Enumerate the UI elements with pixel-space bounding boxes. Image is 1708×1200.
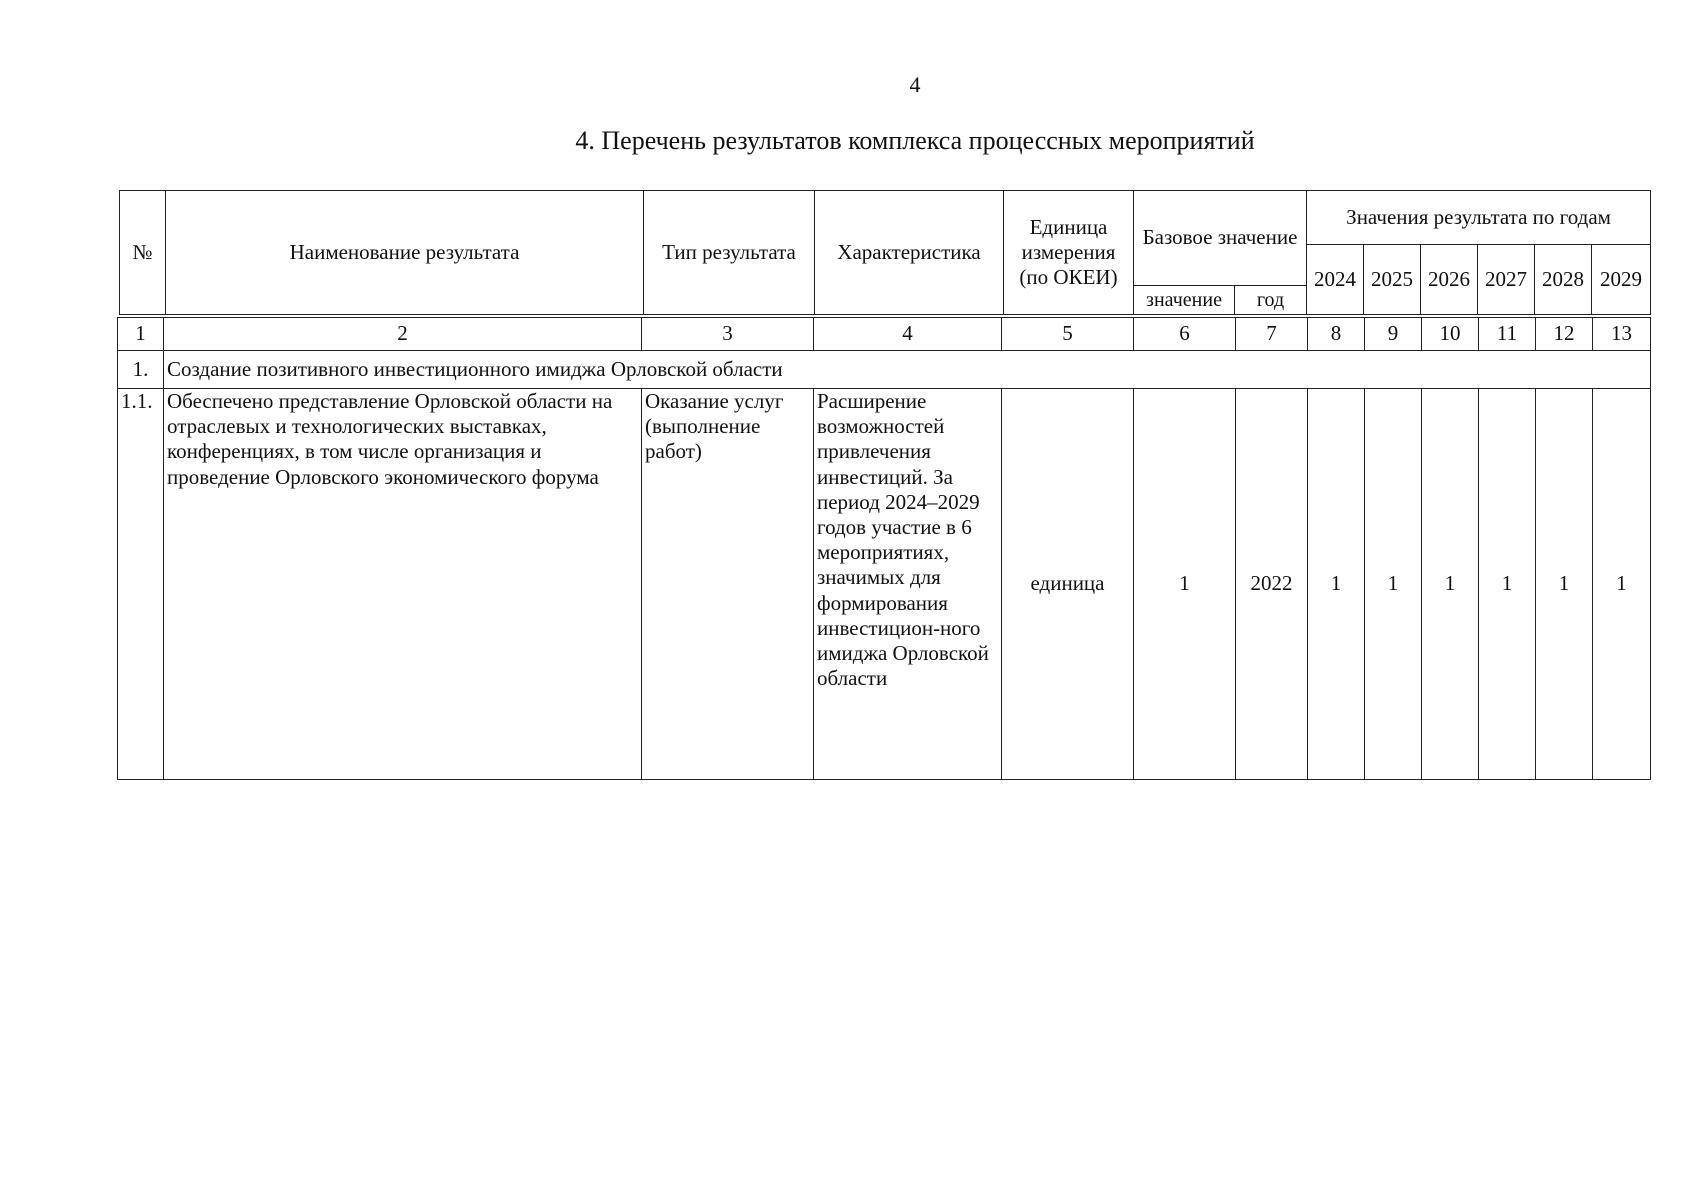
header-year: 2027 bbox=[1478, 245, 1535, 315]
column-number: 7 bbox=[1236, 318, 1308, 351]
column-number: 2 bbox=[164, 318, 642, 351]
header-base: Базовое значение bbox=[1134, 191, 1307, 286]
column-number: 13 bbox=[1593, 318, 1651, 351]
header-characteristic: Характеристика bbox=[815, 191, 1004, 315]
header-year: 2026 bbox=[1421, 245, 1478, 315]
header-name: Наименование результата bbox=[166, 191, 644, 315]
column-number: 8 bbox=[1308, 318, 1365, 351]
header-type: Тип результата bbox=[644, 191, 815, 315]
row-year-value: 1 bbox=[1593, 389, 1651, 780]
section-number: 1. bbox=[118, 351, 164, 389]
row-base-value: 1 bbox=[1134, 389, 1236, 780]
row-year-value: 1 bbox=[1422, 389, 1479, 780]
table-row bbox=[118, 389, 1651, 780]
row-year-value: 1 bbox=[1536, 389, 1593, 780]
column-number: 9 bbox=[1365, 318, 1422, 351]
results-table-header bbox=[119, 190, 1651, 315]
column-number: 10 bbox=[1422, 318, 1479, 351]
row-unit: единица bbox=[1002, 389, 1134, 780]
results-table-body bbox=[117, 317, 1651, 780]
header-values-by-year: Значения результата по годам bbox=[1307, 191, 1651, 245]
page-number: 4 bbox=[909, 72, 921, 97]
row-name: Обеспечено представление Орловской области на отраслевых и технологических выставках, конференциях, в том числе организация и проведение Орловского экономического форума bbox=[164, 389, 642, 780]
column-number: 1 bbox=[118, 318, 164, 351]
header-year: 2028 bbox=[1535, 245, 1592, 315]
column-number: 3 bbox=[642, 318, 814, 351]
column-number: 4 bbox=[814, 318, 1002, 351]
column-number: 12 bbox=[1536, 318, 1593, 351]
column-number: 5 bbox=[1002, 318, 1134, 351]
row-year-value: 1 bbox=[1479, 389, 1536, 780]
header-base-value: значение bbox=[1134, 286, 1235, 315]
header-year: 2029 bbox=[1592, 245, 1651, 315]
header-year: 2024 bbox=[1307, 245, 1364, 315]
section-title: Создание позитивного инвестиционного имиджа Орловской области bbox=[164, 351, 1651, 389]
header-unit: Единица измерения (по ОКЕИ) bbox=[1004, 191, 1134, 315]
row-number: 1.1. bbox=[118, 389, 164, 780]
row-characteristic: Расширение возможностей привлечения инвестиций. За период 2024–2029 годов участие в 6 мероприятиях, значимых для формирования инвестицион-ного имиджа Орловской области bbox=[814, 389, 1002, 780]
header-base-year: год bbox=[1235, 286, 1307, 315]
row-base-year: 2022 bbox=[1236, 389, 1308, 780]
column-number: 11 bbox=[1479, 318, 1536, 351]
row-year-value: 1 bbox=[1308, 389, 1365, 780]
row-type: Оказание услуг (выполнение работ) bbox=[642, 389, 814, 780]
document-title: 4. Перечень результатов комплекса процессных мероприятий bbox=[575, 126, 1255, 155]
column-number: 6 bbox=[1134, 318, 1236, 351]
header-no: № bbox=[120, 191, 166, 315]
header-year: 2025 bbox=[1364, 245, 1421, 315]
row-year-value: 1 bbox=[1365, 389, 1422, 780]
